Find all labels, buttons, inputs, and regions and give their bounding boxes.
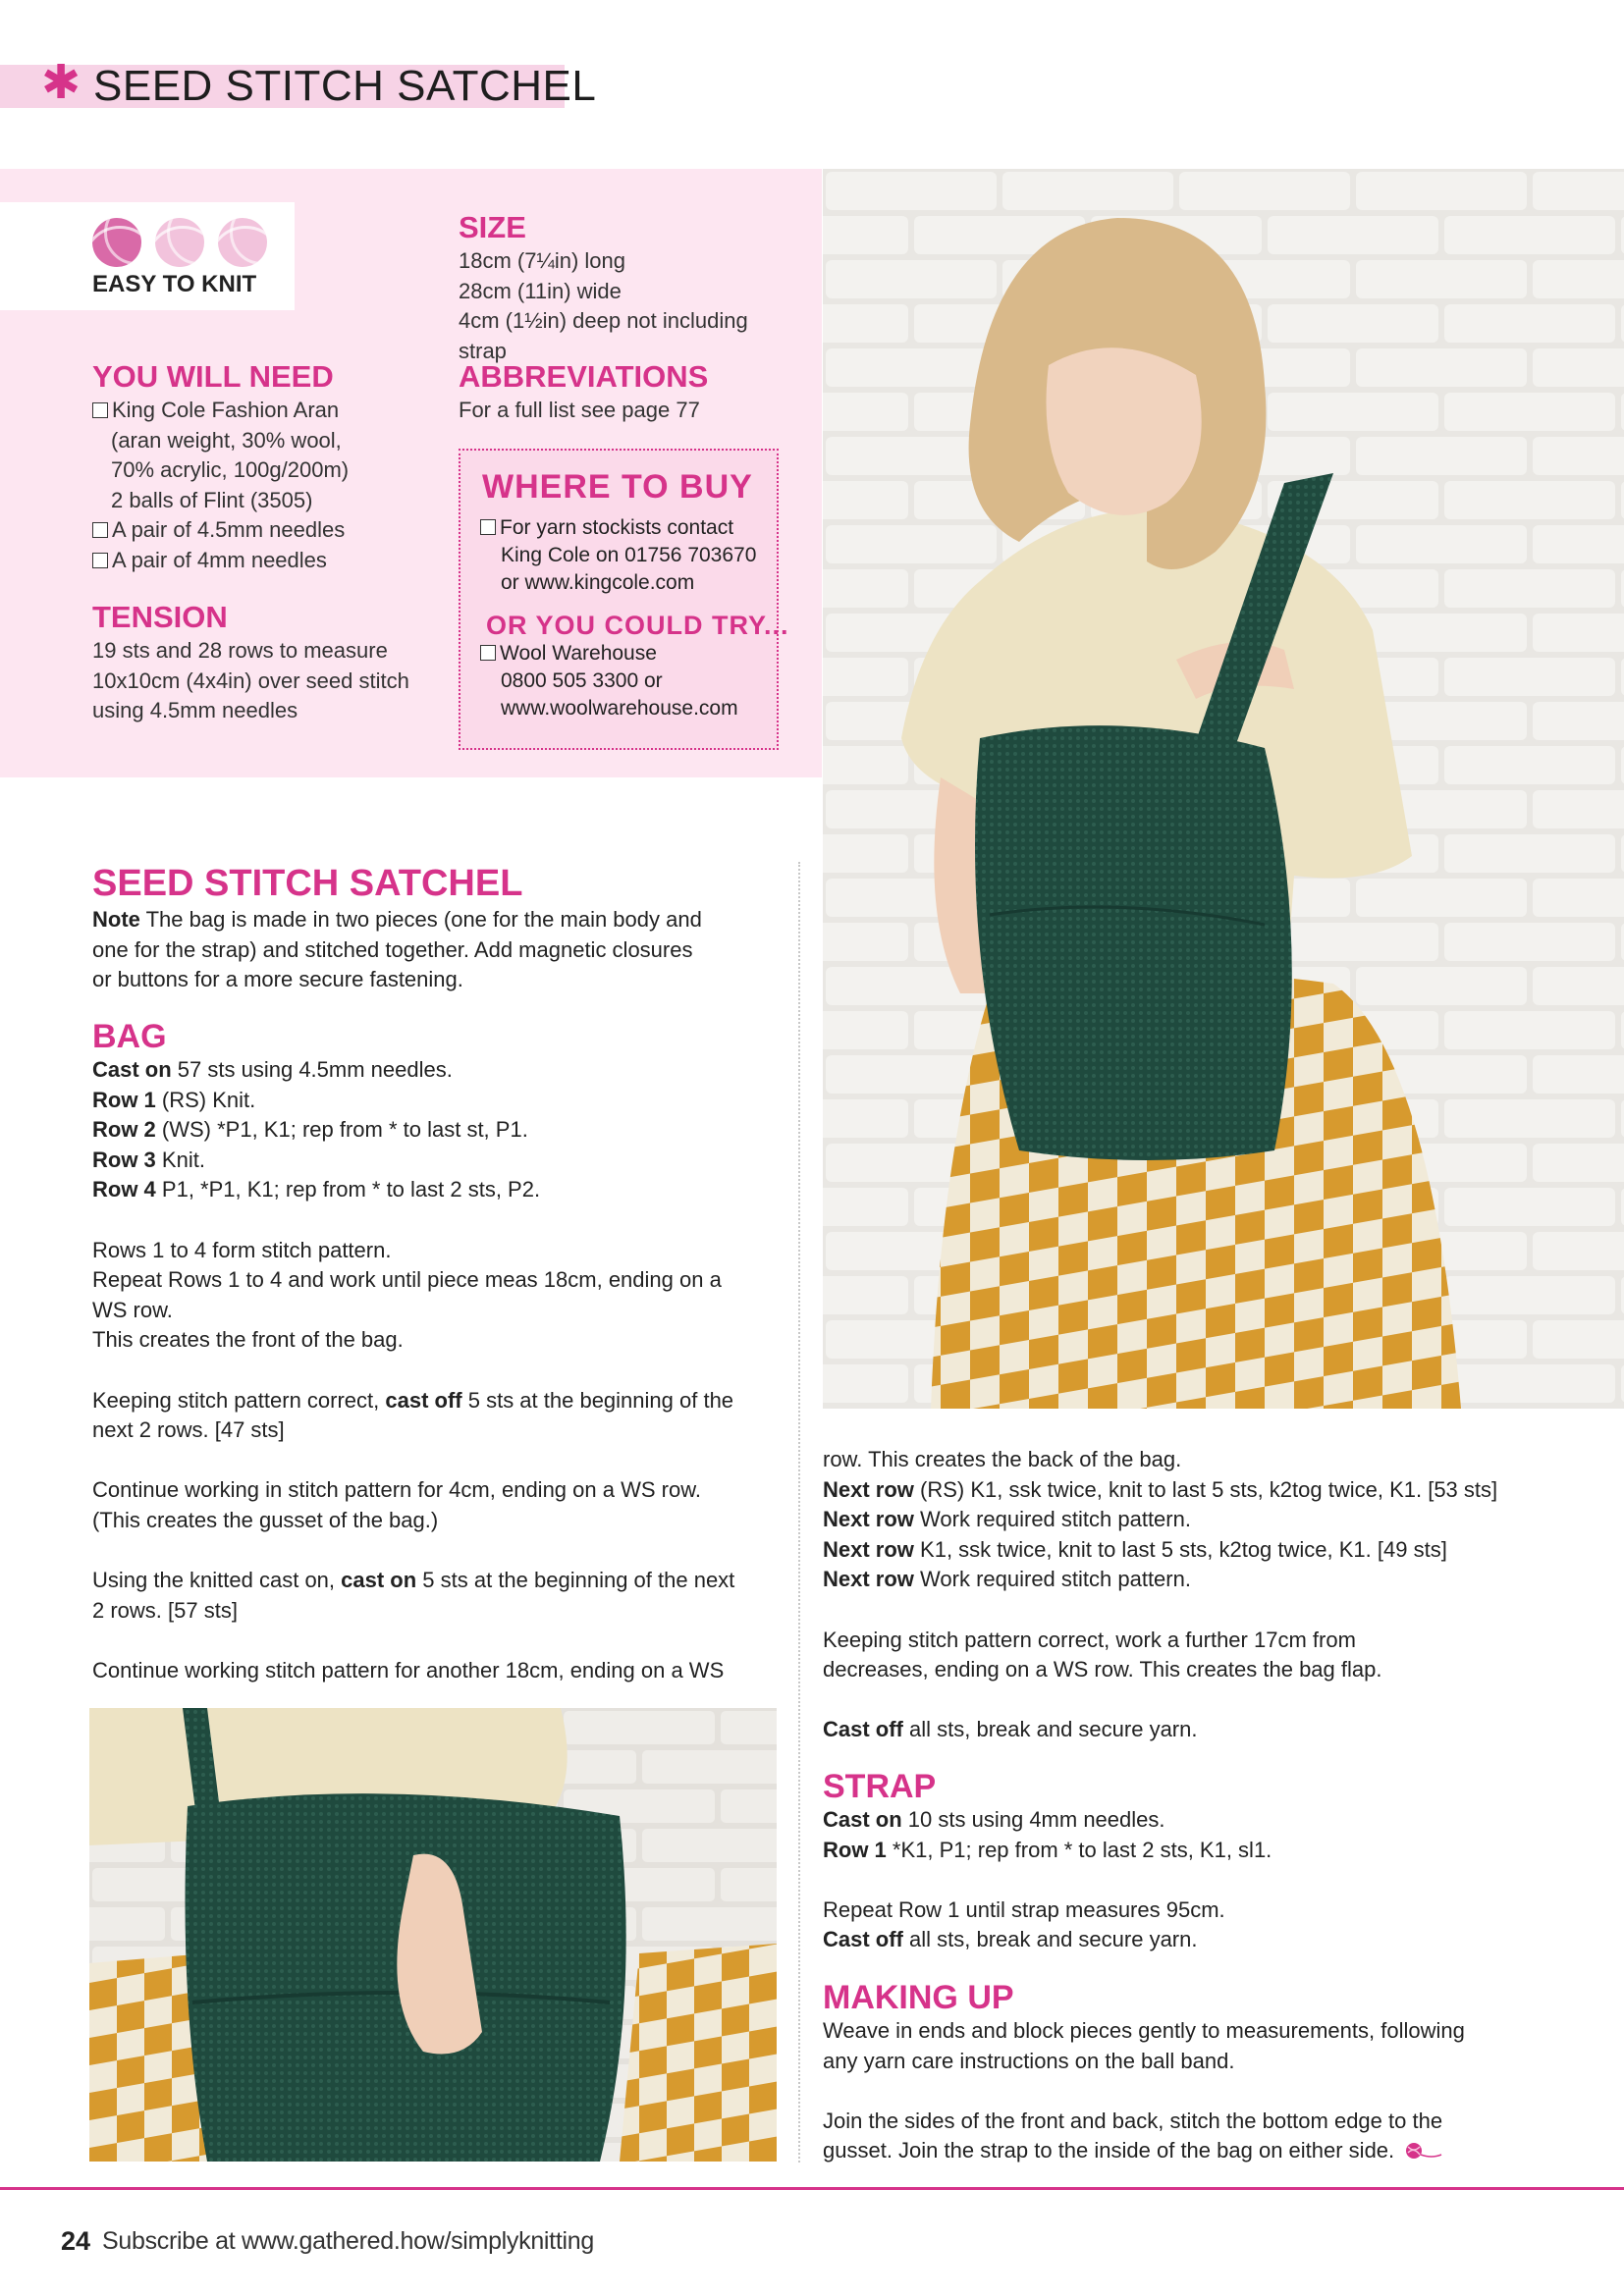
strap-instructions: Cast on 10 sts using 4mm needles. Row 1 *K1, P1; rep from * to last 2 sts, K1, sl1. Repeat Row 1 until strap measures 95cm. Cast off all sts, break and secure yarn. xyxy=(823,1805,1608,1955)
row-instruction: Row 1 (RS) Knit. xyxy=(92,1087,256,1112)
bag-continued: row. This creates the back of the bag. Next row (RS) K1, ssk twice, knit to last 5 sts, k2tog twice, K1. [53 sts] Next row Work required stitch pattern. Next row K1, ssk twice, knit to last 5 sts, k2tog twice, K1. [49 sts] Next row Work required stitch pattern. Keeping stitch pattern correct, work a further 17cm from decreases, ending on a WS row. This creates the bag flap. Cast off all sts, break and secure yarn. xyxy=(823,1445,1608,1745)
bag-heading: BAG xyxy=(92,1018,167,1055)
yarn-ball-icon-empty xyxy=(218,218,267,267)
page-number: 24 xyxy=(61,2226,91,2256)
alt-buy-heading: OR YOU COULD TRY... xyxy=(486,611,789,640)
footer-rule xyxy=(0,2187,1624,2190)
row-instruction: Cast on 10 sts using 4mm needles. xyxy=(823,1807,1165,1832)
main-photo xyxy=(823,169,1624,1409)
where-to-buy-heading: WHERE TO BUY xyxy=(482,468,753,506)
row-instruction: Next row Work required stitch pattern. xyxy=(823,1567,1191,1592)
row-instruction: Row 3 Knit. xyxy=(92,1147,205,1172)
column-divider xyxy=(798,862,800,2163)
row-instruction: Cast on 57 sts using 4.5mm needles. xyxy=(92,1057,453,1082)
checkbox-icon xyxy=(92,402,108,418)
row-instruction: Row 2 (WS) *P1, K1; rep from * to last st, P1. xyxy=(92,1117,528,1143)
yarn-end-icon xyxy=(1404,2141,1443,2161)
you-will-need-list xyxy=(92,396,416,575)
checkbox-icon xyxy=(92,522,108,538)
list-item: A pair of 4mm needles xyxy=(92,546,416,576)
size-text: 18cm (7¼in) long 28cm (11in) wide 4cm (1½in) deep not including strap xyxy=(459,248,748,363)
subscribe-link[interactable]: Subscribe at www.gathered.how/simplyknitting xyxy=(102,2227,594,2255)
you-will-need-heading: YOU WILL NEED xyxy=(92,359,334,394)
list-item: King Cole Fashion Aran xyxy=(92,396,416,426)
detail-photo xyxy=(89,1708,777,2162)
size-heading: SIZE xyxy=(459,210,526,244)
strap-heading: STRAP xyxy=(823,1768,937,1805)
row-instruction: Next row Work required stitch pattern. xyxy=(823,1507,1191,1532)
row-instruction: Row 4 P1, *P1, K1; rep from * to last 2 sts, P2. xyxy=(92,1177,541,1202)
difficulty-label: EASY TO KNIT xyxy=(92,271,257,297)
making-up-text: Weave in ends and block pieces gently to measurements, following any yarn care instructions on the ball band. Join the sides of the front and back, stitch the bottom edge to the gusset. Join the strap to the inside of the bag on either side. xyxy=(823,2018,1465,2163)
list-item-detail: 2 balls of Flint (3505) xyxy=(111,487,313,512)
abbreviations-heading: ABBREVIATIONS xyxy=(459,359,709,394)
page-title: SEED STITCH SATCHEL xyxy=(93,62,597,110)
checkbox-icon xyxy=(480,519,496,535)
list-item-detail: 70% acrylic, 100g/200m) xyxy=(111,457,350,482)
yarn-ball-icon-filled xyxy=(92,218,141,267)
row-instruction: Row 1 *K1, P1; rep from * to last 2 sts, K1, sl1. xyxy=(823,1837,1272,1862)
pattern-note: Note The bag is made in two pieces (one for the main body and one for the strap) and stitched together. Add magnetic closures or buttons for a more secure fastening. xyxy=(92,907,702,992)
flower-icon: ✱ xyxy=(41,57,81,109)
list-item: A pair of 4.5mm needles xyxy=(92,515,416,546)
alt-buy-text: Wool Warehouse 0800 505 3300 or www.woolwarehouse.com xyxy=(480,640,765,722)
row-instruction: Next row (RS) K1, ssk twice, knit to last 5 sts, k2tog twice, K1. [53 sts] xyxy=(823,1476,1498,1502)
tension-text: 19 sts and 28 rows to measure 10x10cm (4x4in) over seed stitch using 4.5mm needles xyxy=(92,638,409,722)
row-instruction: Next row K1, ssk twice, knit to last 5 sts, k2tog twice, K1. [49 sts] xyxy=(823,1536,1447,1562)
checkbox-icon xyxy=(480,645,496,661)
making-up-heading: MAKING UP xyxy=(823,1979,1014,2016)
pattern-title: SEED STITCH SATCHEL xyxy=(92,863,523,904)
list-item-detail: (aran weight, 30% wool, xyxy=(111,427,342,453)
checkbox-icon xyxy=(92,553,108,568)
yarn-ball-icon-empty xyxy=(155,218,204,267)
abbreviations-text: For a full list see page 77 xyxy=(459,398,700,422)
bag-instructions: Cast on 57 sts using 4.5mm needles. Row 1 (RS) Knit. Row 2 (WS) *P1, K1; rep from * to last st, P1. Row 3 Knit. Row 4 P1, *P1, K1; rep from * to last 2 sts, P2. Rows 1 to 4 form stitch pattern. Repeat Rows 1 to 4 and work until piece meas 18cm, ending on a WS row. This creates the front of the bag. Keeping stitch pattern correct, cast off 5 sts at the beginning of the next 2 rows. [47 sts] Continue working in stitch pattern for 4cm, ending on a WS row. (This creates the gusset of the bag.) Using the knitted cast on, cast on 5 sts at the beginning of the next 2 rows. [57 sts] Continue working stitch pattern for another 18cm, ending on a WS xyxy=(92,1055,799,1685)
tension-heading: TENSION xyxy=(92,600,228,634)
where-to-buy-text: For yarn stockists contact King Cole on 01756 703670 or www.kingcole.com xyxy=(480,514,765,597)
